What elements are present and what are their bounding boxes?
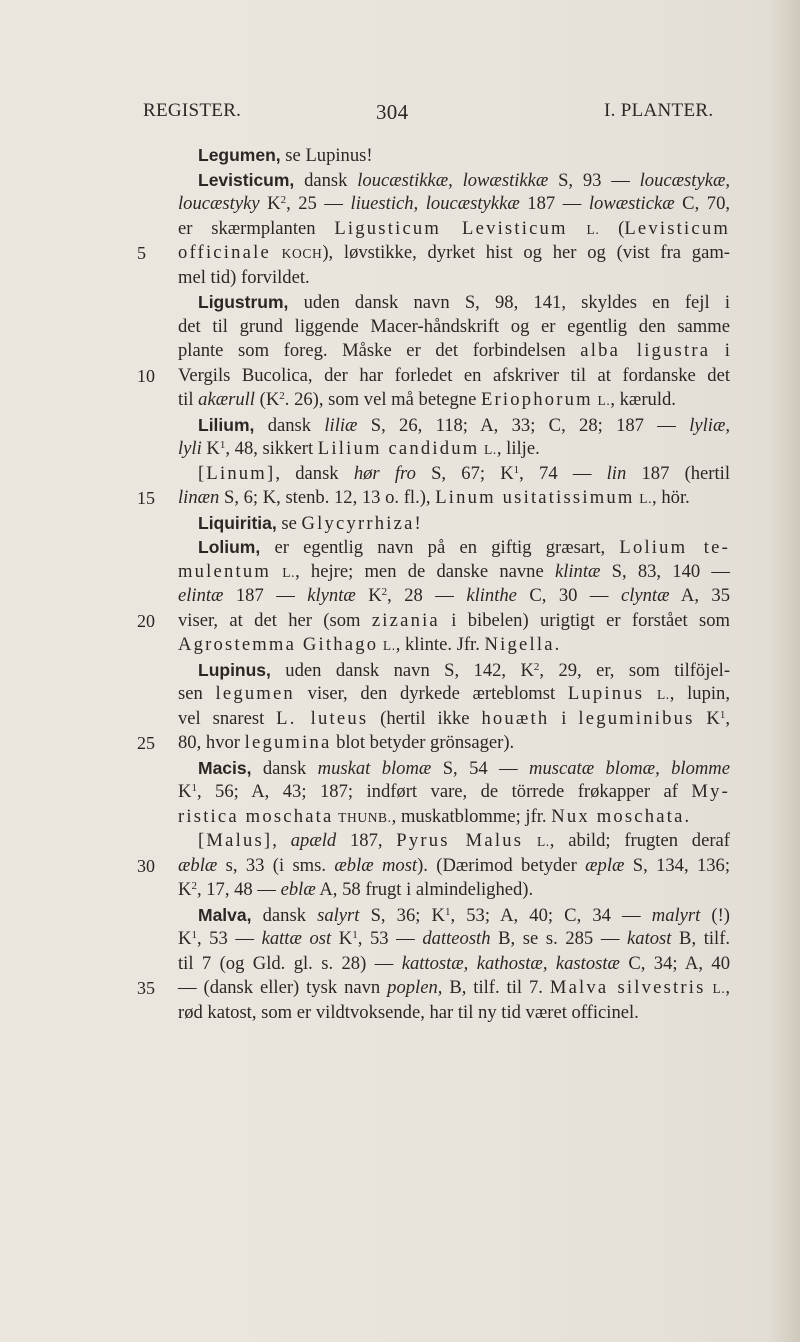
line-number: 20 [137,610,155,631]
entry-macis: Macis, dansk muskat blomæ S, 54 — muscatæ blomæ, blomme $K^1$, 56; A, 43; 187; indført vare, de törrede frøkapper af My- ristica moschata THUNB., muskatblomme; jfr. Nux moschata. [178,757,730,827]
headword: Legumen, [198,145,281,165]
line-number: 15 [137,488,155,508]
entry-ligustrum: Ligustrum, uden dansk navn S, 98, 141, skyldes en fejl i det til grund liggende Macer-håndskrift og er egentlig den samme plante som foreg. Måske er det forbindelsen alba ligustra i Vergils Bucolica, der har forledet en afskriver til at fordanske det til akærull ($K^2$. 26), som vel må betegne Eriophorum L., kæruld. [178,292,730,410]
running-head-left: REGISTER. [143,100,242,121]
entry-linum: [Linum], dansk hør fro S, 67; $K^1$, 74 — lin 187 (hertil linæn S, 6; K, stenb. 12, 13 o. fl.), Linum usitatissimum L., hör. [178,462,730,508]
page-number: 304 [376,100,409,124]
entry-malus: [Malus], apæld 187, Pyrus Malus L., abild; frugten deraf æblæ s, 33 (i sms. æblæ most). (Dærimod betyder æplæ S, 134, 136; $K^2$, 17, 48 — eblæ A, 58 frugt i almindelighed). [178,830,731,900]
entry-text: se Lupinus! [280,145,373,166]
headword: Macis, [198,757,252,778]
line-number: 10 [137,365,155,386]
headword: [Malus] [198,830,273,851]
headword: Ligustrum, [198,292,289,312]
entry-levisticum: Levisticum, dansk loucæstikkæ, lowæstikkæ S, 93 — loucæstykæ, loucæstyky $K^2$, 25 — liuestich, loucæstykkæ 187 — lowæstickæ C, 70, er skærmplanten Ligusticum Levisticum L. (Levisticum officinale KOCH), løvstikke, dyrket hist og her og (vist fra gam- mel tid) forvildet. [178,169,731,288]
entry-lilium: Lilium, dansk liliæ S, 26, 118; A, 33; C, 28; 187 — lyliæ, lyli $K^1$, 48, sikkert Lilium candidum L., lilje. [178,414,730,459]
line-number: 5 [137,243,146,263]
entry-liquiritia: Liquiritia, se Glycyrrhiza! [198,512,423,534]
line-number: 25 [137,733,155,753]
entry-legumen [178,143,730,168]
headword: Malva, [198,904,252,925]
entry-lolium: Lolium, er egentlig navn på en giftig græsart, Lolium te- mulentum L., hejre; men de danske navne klintæ S, 83, 140 — elintæ 187 — klyntæ $K^2$, 28 — klinthe C, 30 — clyntæ A, 35 viser, at det her (som zizania i bibelen) urigtigt er forstået som Agrostemma Githago L., klinte. Jfr. Nigella. [178,537,731,655]
headword: Liquiritia, [198,512,277,533]
headword: Levisticum, [198,169,295,190]
register-entries [178,143,730,1025]
running-head-right: I. PLANTER. [604,100,714,121]
headword: Lolium, [198,537,261,557]
headword: Lupinus, [198,659,271,680]
line-number: 35 [137,978,155,998]
entry-malva: Malva, dansk salyrt S, 36; $K^1$, 53; A, 40; C, 34 — malyrt (!) $K^1$, 53 — kattæ ost $K^1$, 53 — datteosth B, se s. 285 — katost B, tilf. til 7 (og Gld. gl. s. 28) — kattostæ, kathostæ, kastostæ C, 34; A, 40 — (dansk eller) tysk navn poplen, B, tilf. til 7. Malva silvestris L., rød katost, som er vildtvoksende, har til ny tid været officinel. [178,904,731,1023]
headword: [Linum] [198,462,276,484]
entry-lupinus: Lupinus, uden dansk navn S, 142, $K^2$, 29, er, som tilföjel- sen legumen viser, den dyrkede ærteblomst Lupinus L., lupin, vel snarest L. luteus (hertil ikke houæth i leguminibus $K^1$, 80, hvor legumina blot betyder grönsager). [178,659,731,753]
headword: Lilium, [198,414,255,435]
line-number: 30 [137,855,155,876]
